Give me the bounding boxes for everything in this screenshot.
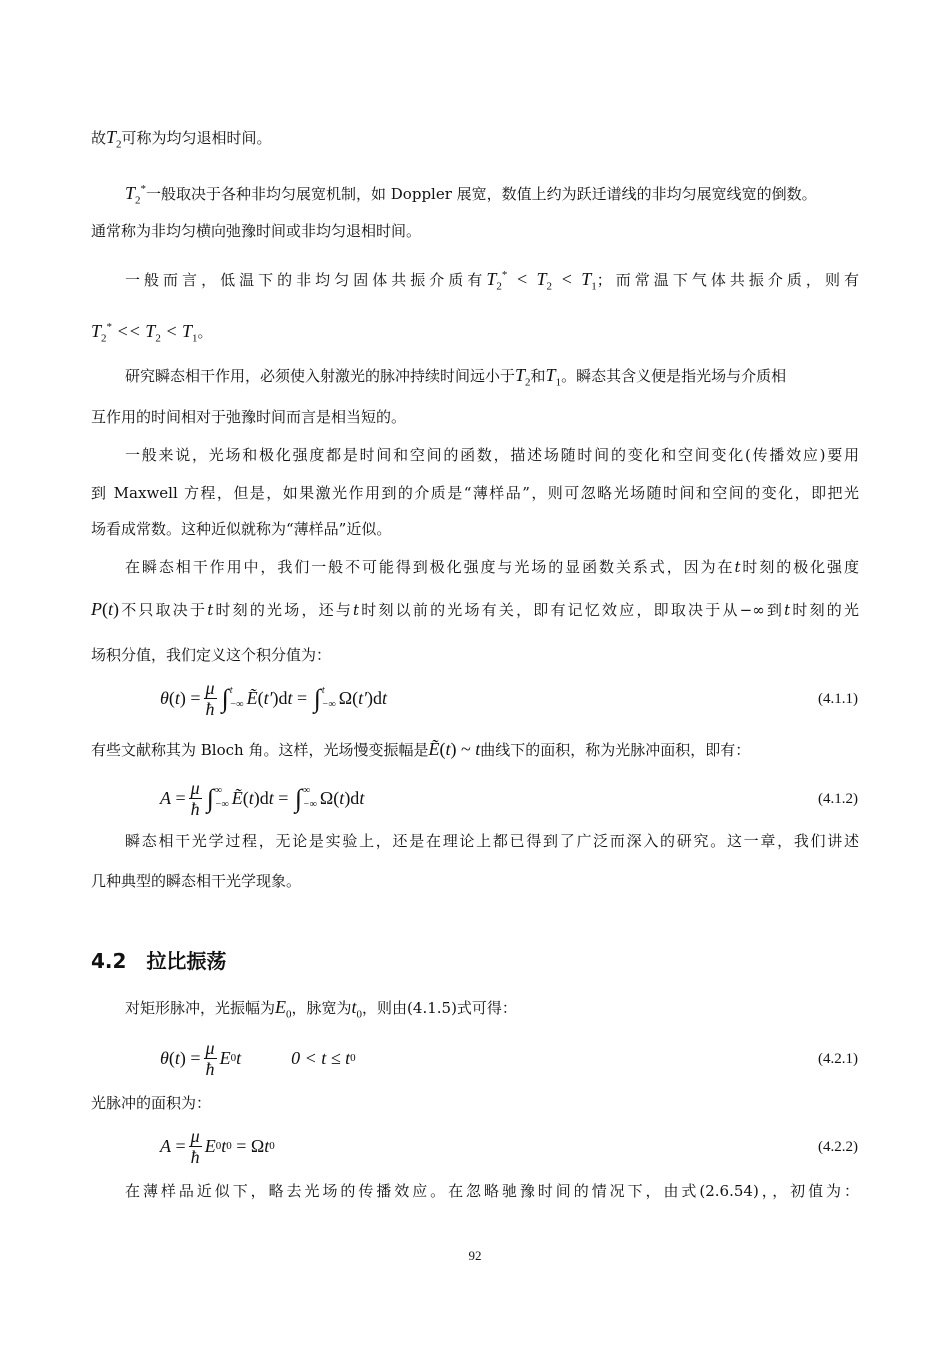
text-line — [91, 870, 859, 892]
text-span: 一般而言，低温下的非均匀固体共振介质有 — [125, 271, 487, 289]
fraction: $\frac{\mu}{ħ}$ — [190, 1125, 200, 1167]
fraction: $\frac{\mu}{ħ}$ — [205, 677, 215, 719]
section-number: 4.2 — [91, 949, 127, 973]
text-span: 。 — [197, 323, 213, 341]
text-span: 在薄样品近似下，略去光场的传播效应。在忽略驰豫时间的情况下，由式(2.6.54)，，初值为： — [125, 1182, 859, 1200]
equation-4-2-2: A = $\frac{\mu}{ħ}$ E 0 t 0 = Ω t 0 — [160, 1125, 275, 1167]
text-line — [91, 316, 859, 350]
text-line — [91, 482, 859, 504]
equation-4-1-1: θ ( t ) = $\frac{\mu}{ħ}$ ∫ t −∞ Ẽ ( t′ )d t = ∫ t −∞ Ω( t′ )d t — [160, 677, 388, 719]
text-span: ；而常温下气体共振介质，则有 — [596, 271, 859, 289]
text-line — [91, 126, 859, 156]
math-inequality: $T_2^* << T_2 < T_1$ — [91, 321, 198, 345]
text-span: 可称为均匀退相时间。 — [121, 129, 272, 147]
math-t: t — [207, 601, 214, 619]
text-span: 在瞬态相干作用中，我们一般不可能得到极化强度与光场的显函数关系式，因为在 — [125, 558, 735, 576]
math-t: t — [734, 558, 741, 576]
text-span: ，则由(4.1.5)式可得： — [362, 999, 517, 1017]
text-span: 一般取决于各种非均匀展宽机制，如 Doppler 展宽，数值上约为跃迁谱线的非均匀展宽线宽的倒数。 — [146, 185, 817, 203]
text-line — [125, 264, 859, 293]
math-t: t — [784, 601, 791, 619]
text-span: 通常称为非均匀横向弛豫时间或非均匀退相时间。 — [91, 222, 422, 240]
text-span: 研究瞬态相干作用，必须使入射激光的脉冲持续时间远小于 — [125, 367, 516, 385]
text-line — [125, 178, 859, 212]
text-span: 。瞬态其含义便是指光场与介质相 — [561, 367, 787, 385]
text-line — [125, 556, 859, 578]
equation-number: (4.2.2) — [818, 1139, 858, 1155]
equation-4-1-2: A = $\frac{\mu}{ħ}$ ∫ ∞ −∞ Ẽ ( t )d t = ∫ ∞ −∞ Ω( t )d t — [160, 777, 365, 819]
text-span: 互作用的时间相对于弛豫时间而言是相当短的。 — [91, 408, 407, 426]
text-span: 时刻的极化强度 — [740, 558, 859, 576]
text-span: 一般来说，光场和极化强度都是时间和空间的函数，描述场随时间的变化和空间变化(传播效应)要用 — [125, 446, 859, 464]
text-span: 到 Maxwell 方程，但是，如果激光作用到的介质是“薄样品”，则可忽略光场随时间和空间的变化，即把光 — [91, 484, 859, 502]
text-line — [91, 518, 859, 540]
math-t: t — [353, 601, 360, 619]
text-span: 时刻的光 — [790, 601, 859, 619]
fraction: $\frac{\mu}{ħ}$ — [205, 1037, 215, 1079]
equation-number: (4.1.2) — [818, 791, 858, 807]
text-span: 和 — [530, 367, 546, 385]
text-span: 不只取决于 — [119, 601, 208, 619]
math-T2-star: $T_2^*$ — [125, 183, 147, 207]
text-span: 时刻以前的光场有关，即有记忆效应，即取决于从 — [359, 601, 740, 619]
text-line — [91, 406, 859, 428]
fraction: $\frac{\mu}{ħ}$ — [190, 777, 200, 819]
math-T2: $T_2$ — [106, 127, 122, 151]
math-E-tilde: Ẽ(t) ~ t — [428, 739, 481, 759]
text-span: 到 — [764, 601, 785, 619]
math-E0: $E_0$ — [275, 997, 292, 1021]
text-line — [91, 1092, 859, 1114]
text-span: 有些文献称其为 Bloch 角。这样，光场慢变振幅是 — [91, 741, 429, 759]
text-line — [125, 996, 859, 1026]
text-line — [91, 598, 859, 620]
text-line — [125, 364, 859, 394]
equation-4-2-1: θ ( t ) = $\frac{\mu}{ħ}$ E 0 t 0 < t ≤ t 0 — [160, 1037, 356, 1079]
text-line — [91, 738, 859, 761]
text-span: 场积分值，我们定义这个积分值为： — [91, 646, 332, 664]
text-span: 故 — [91, 129, 107, 147]
text-line — [91, 644, 859, 666]
math-T2: $T_2$ — [515, 365, 531, 389]
text-span: ，脉宽为 — [291, 999, 352, 1017]
text-span: 光脉冲的面积为： — [91, 1094, 212, 1112]
text-span: 几种典型的瞬态相干光学现象。 — [91, 872, 302, 890]
equation-number: (4.2.1) — [818, 1051, 858, 1067]
math-inequality: $T_2^* < T_2 < T_1$ — [486, 269, 597, 293]
equation-number: (4.1.1) — [818, 691, 858, 707]
text-line — [125, 1180, 859, 1202]
math-t0: $t_0$ — [351, 997, 363, 1021]
text-span: 瞬态相干光学过程，无论是实验上，还是在理论上都已得到了广泛而深入的研究。这一章，我们讲述 — [125, 832, 859, 850]
text-span: 曲线下的面积，称为光脉冲面积，即有： — [480, 741, 751, 759]
section-heading — [91, 947, 226, 975]
text-line — [125, 444, 859, 466]
math-T1: $T_1$ — [545, 365, 562, 389]
text-span: 对矩形脉冲，光振幅为 — [125, 999, 276, 1017]
math-P-of-t: P(t) — [91, 599, 120, 619]
section-title: 拉比振荡 — [146, 949, 227, 973]
math-minus-infinity: −∞ — [739, 601, 765, 619]
text-line — [125, 830, 859, 852]
page-number: 92 — [468, 1248, 482, 1263]
text-span: 场看成常数。这种近似就称为“薄样品”近似。 — [91, 520, 392, 538]
text-line — [91, 220, 859, 242]
equation-range: 0 < t ≤ t — [291, 1047, 351, 1068]
text-span: 时刻的光场，还与 — [213, 601, 354, 619]
